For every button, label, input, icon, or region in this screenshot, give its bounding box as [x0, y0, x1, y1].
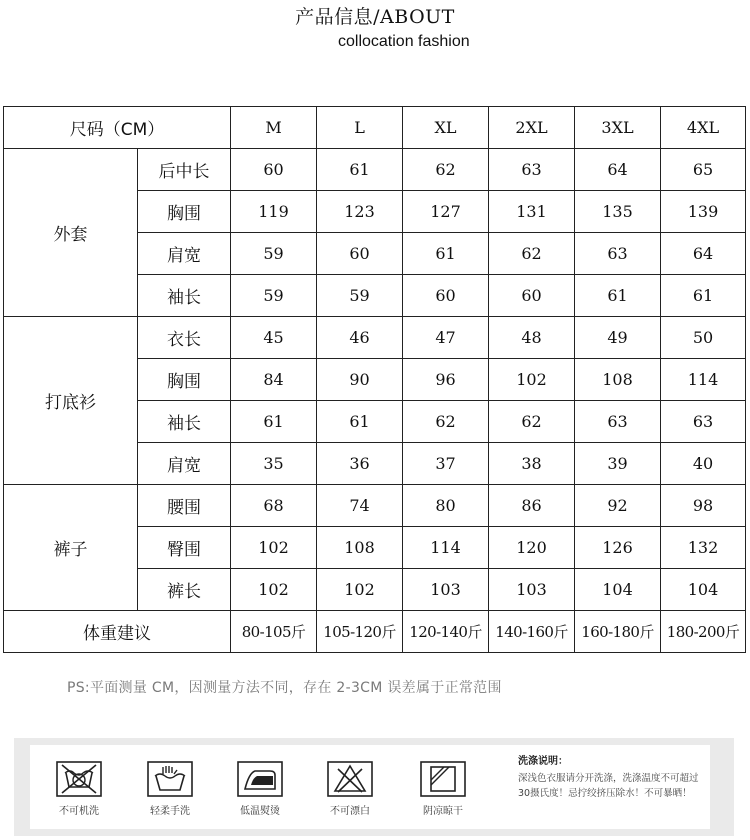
- care-item-hand-wash: [135, 761, 205, 817]
- wash-instructions: [518, 752, 706, 801]
- care-label: 低温熨烫: [240, 806, 280, 817]
- measurement-value: 74: [317, 485, 403, 527]
- measurement-value: 60: [231, 149, 317, 191]
- measurement-value: 135: [575, 191, 661, 233]
- weight-value: 140-160斤: [489, 611, 575, 653]
- care-item-no-bleach: [315, 761, 385, 817]
- measurement-value: 61: [317, 149, 403, 191]
- measurement-value: 62: [403, 401, 489, 443]
- measurement-value: 102: [231, 527, 317, 569]
- measurement-value: 132: [661, 527, 746, 569]
- table-header-row: [4, 107, 746, 149]
- measurement-value: 102: [489, 359, 575, 401]
- garment-group-label: 打底衫: [4, 317, 138, 485]
- measurement-value: 103: [489, 569, 575, 611]
- measurement-value: 104: [661, 569, 746, 611]
- page-subtitle: collocation fashion: [338, 33, 470, 50]
- measurement-value: 63: [575, 233, 661, 275]
- size-header-label: 尺码（CM）: [4, 107, 231, 149]
- no-machine-wash-icon: [56, 761, 102, 797]
- measurement-value: 96: [403, 359, 489, 401]
- measurement-value: 65: [661, 149, 746, 191]
- care-item-low-iron: [225, 761, 295, 817]
- wash-instructions-title: 洗涤说明：: [518, 756, 568, 767]
- measurement-value: 62: [489, 401, 575, 443]
- measurement-value: 59: [317, 275, 403, 317]
- measurement-value: 50: [661, 317, 746, 359]
- measurement-value: 92: [575, 485, 661, 527]
- measurement-value: 38: [489, 443, 575, 485]
- table-row: [4, 317, 746, 359]
- table-row: [4, 485, 746, 527]
- care-label: 不可漂白: [330, 806, 370, 817]
- hand-wash-icon: [147, 761, 193, 797]
- measurement-value: 63: [489, 149, 575, 191]
- size-column-header: 2XL: [489, 107, 575, 149]
- weight-label: 体重建议: [4, 611, 231, 653]
- measurement-value: 139: [661, 191, 746, 233]
- measurement-value: 49: [575, 317, 661, 359]
- size-column-header: 3XL: [575, 107, 661, 149]
- garment-group-label: 裤子: [4, 485, 138, 611]
- measurement-value: 126: [575, 527, 661, 569]
- measurement-value: 80: [403, 485, 489, 527]
- shade-dry-icon: [420, 761, 466, 797]
- measurement-label: 后中长: [138, 149, 231, 191]
- measurement-value: 60: [317, 233, 403, 275]
- measurement-value: 123: [317, 191, 403, 233]
- measurement-value: 86: [489, 485, 575, 527]
- measurement-value: 47: [403, 317, 489, 359]
- measurement-value: 61: [403, 233, 489, 275]
- care-label: 阴凉晾干: [423, 806, 463, 817]
- measurement-value: 64: [661, 233, 746, 275]
- page-title: 产品信息/ABOUT: [295, 6, 455, 28]
- measurement-value: 103: [403, 569, 489, 611]
- measurement-value: 35: [231, 443, 317, 485]
- care-item-no-machine-wash: [44, 761, 114, 817]
- measurement-value: 114: [661, 359, 746, 401]
- measurement-value: 46: [317, 317, 403, 359]
- measurement-value: 59: [231, 233, 317, 275]
- measurement-value: 61: [231, 401, 317, 443]
- measurement-value: 114: [403, 527, 489, 569]
- measurement-value: 37: [403, 443, 489, 485]
- garment-group-label: 外套: [4, 149, 138, 317]
- measurement-value: 61: [575, 275, 661, 317]
- measurement-value: 48: [489, 317, 575, 359]
- measurement-value: 131: [489, 191, 575, 233]
- measurement-value: 60: [403, 275, 489, 317]
- measurement-value: 119: [231, 191, 317, 233]
- measurement-value: 108: [575, 359, 661, 401]
- measurement-value: 90: [317, 359, 403, 401]
- weight-value: 105-120斤: [317, 611, 403, 653]
- size-column-header: M: [231, 107, 317, 149]
- measurement-label: 裤长: [138, 569, 231, 611]
- measurement-value: 98: [661, 485, 746, 527]
- size-column-header: 4XL: [661, 107, 746, 149]
- table-row: [4, 149, 746, 191]
- no-bleach-icon: [327, 761, 373, 797]
- measurement-value: 39: [575, 443, 661, 485]
- care-label: 轻柔手洗: [150, 806, 190, 817]
- measurement-label: 衣长: [138, 317, 231, 359]
- size-column-header: XL: [403, 107, 489, 149]
- measurement-value: 68: [231, 485, 317, 527]
- low-iron-icon: [237, 761, 283, 797]
- size-column-header: L: [317, 107, 403, 149]
- measurement-note: PS:平面测量 CM，因测量方法不同，存在 2-3CM 误差属于正常范围: [67, 680, 502, 696]
- weight-value: 160-180斤: [575, 611, 661, 653]
- weight-row: [4, 611, 746, 653]
- size-chart-table: [3, 106, 746, 653]
- measurement-label: 肩宽: [138, 233, 231, 275]
- measurement-label: 肩宽: [138, 443, 231, 485]
- measurement-value: 104: [575, 569, 661, 611]
- measurement-value: 64: [575, 149, 661, 191]
- measurement-value: 62: [403, 149, 489, 191]
- measurement-label: 臀围: [138, 527, 231, 569]
- measurement-value: 102: [317, 569, 403, 611]
- weight-value: 120-140斤: [403, 611, 489, 653]
- measurement-value: 59: [231, 275, 317, 317]
- measurement-label: 胸围: [138, 191, 231, 233]
- measurement-value: 108: [317, 527, 403, 569]
- measurement-value: 84: [231, 359, 317, 401]
- measurement-value: 40: [661, 443, 746, 485]
- measurement-label: 胸围: [138, 359, 231, 401]
- measurement-value: 61: [317, 401, 403, 443]
- weight-value: 180-200斤: [661, 611, 746, 653]
- care-item-shade-dry: [408, 761, 478, 817]
- measurement-value: 62: [489, 233, 575, 275]
- measurement-label: 袖长: [138, 401, 231, 443]
- measurement-value: 63: [575, 401, 661, 443]
- measurement-value: 45: [231, 317, 317, 359]
- measurement-value: 61: [661, 275, 746, 317]
- measurement-value: 127: [403, 191, 489, 233]
- measurement-label: 袖长: [138, 275, 231, 317]
- care-label: 不可机洗: [59, 806, 99, 817]
- measurement-value: 36: [317, 443, 403, 485]
- measurement-value: 102: [231, 569, 317, 611]
- measurement-value: 120: [489, 527, 575, 569]
- measurement-value: 60: [489, 275, 575, 317]
- measurement-label: 腰围: [138, 485, 231, 527]
- measurement-value: 63: [661, 401, 746, 443]
- weight-value: 80-105斤: [231, 611, 317, 653]
- wash-instructions-text: 深浅色衣服请分开洗涤，洗涤温度不可超过30摄氏度！忌拧绞挤压除水！不可暴晒！: [518, 773, 699, 799]
